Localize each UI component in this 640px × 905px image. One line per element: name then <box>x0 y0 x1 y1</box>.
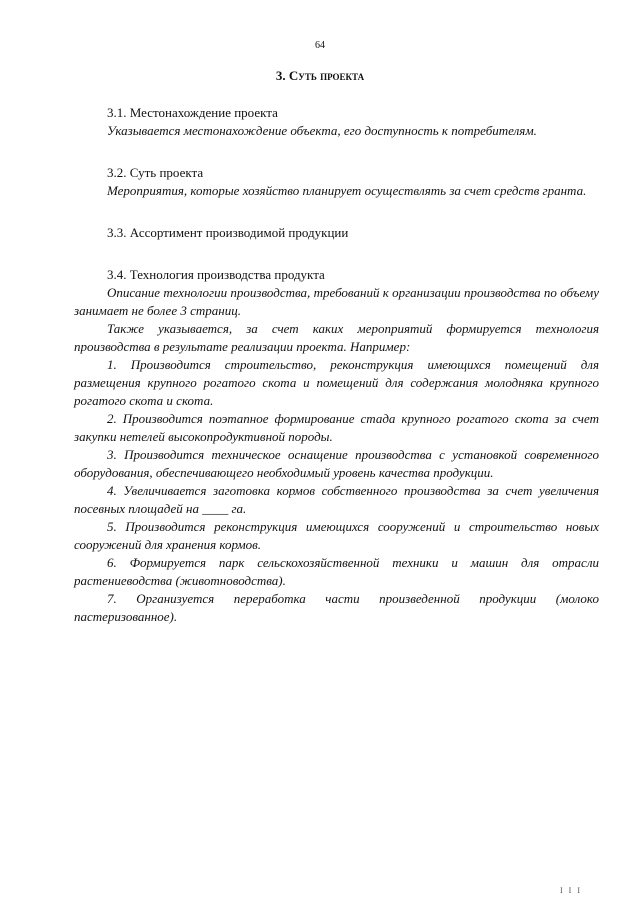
list-item: 7. Организуется переработка части произведенной продукции (молоко пастеризованное). <box>74 591 599 624</box>
list-item: 5. Производится реконструкция имеющихся сооружений и строительство новых сооружений для хранения кормов. <box>74 519 599 552</box>
subsection-heading: 3.2. Суть проекта <box>107 165 204 180</box>
subsection-heading: 3.1. Местонахождение проекта <box>107 105 278 120</box>
paragraph: Указывается местонахождение объекта, его доступность к потребителям. <box>107 123 537 138</box>
paragraph: Описание технологии производства, требований к организации производства по объему занимает не более 3 страниц. <box>74 285 599 318</box>
paragraph: Мероприятия, которые хозяйство планирует осуществлять за счет средств гранта. <box>107 183 587 198</box>
subsection-3-2 <box>74 164 599 200</box>
footer-mark: I I I <box>560 886 582 895</box>
list-item: 6. Формируется парк сельскохозяйственной техники и машин для отрасли растениеводства (животноводства). <box>74 555 599 588</box>
page-number: 64 <box>315 40 325 51</box>
list-item: 2. Производится поэтапное формирование стада крупного рогатого скота за счет закупки нетелей высокопродуктивной породы. <box>74 411 599 444</box>
subsection-heading: 3.3. Ассортимент производимой продукции <box>107 225 349 240</box>
section-title: 3. Суть проекта <box>275 68 365 83</box>
subsection-3-1 <box>74 104 599 140</box>
subsection-heading: 3.4. Технология производства продукта <box>107 267 325 282</box>
document-body <box>74 104 599 626</box>
list-item: 4. Увеличивается заготовка кормов собственного производства за счет увеличения посевных площадей на ____ га. <box>74 483 599 516</box>
subsection-3-4 <box>74 266 599 626</box>
list-item: 1. Производится строительство, реконструкция имеющихся помещений для размещения крупного рогатого скота и помещений для содержания молодняка крупного рогатого скота и скота. <box>74 357 599 408</box>
paragraph: Также указывается, за счет каких мероприятий формируется технология производства в результате реализации проекта. Например: <box>74 321 599 354</box>
subsection-3-3 <box>74 224 599 242</box>
list-item: 3. Производится техническое оснащение производства с установкой современного оборудования, обеспечивающего необходимый уровень качества продукции. <box>74 447 599 480</box>
